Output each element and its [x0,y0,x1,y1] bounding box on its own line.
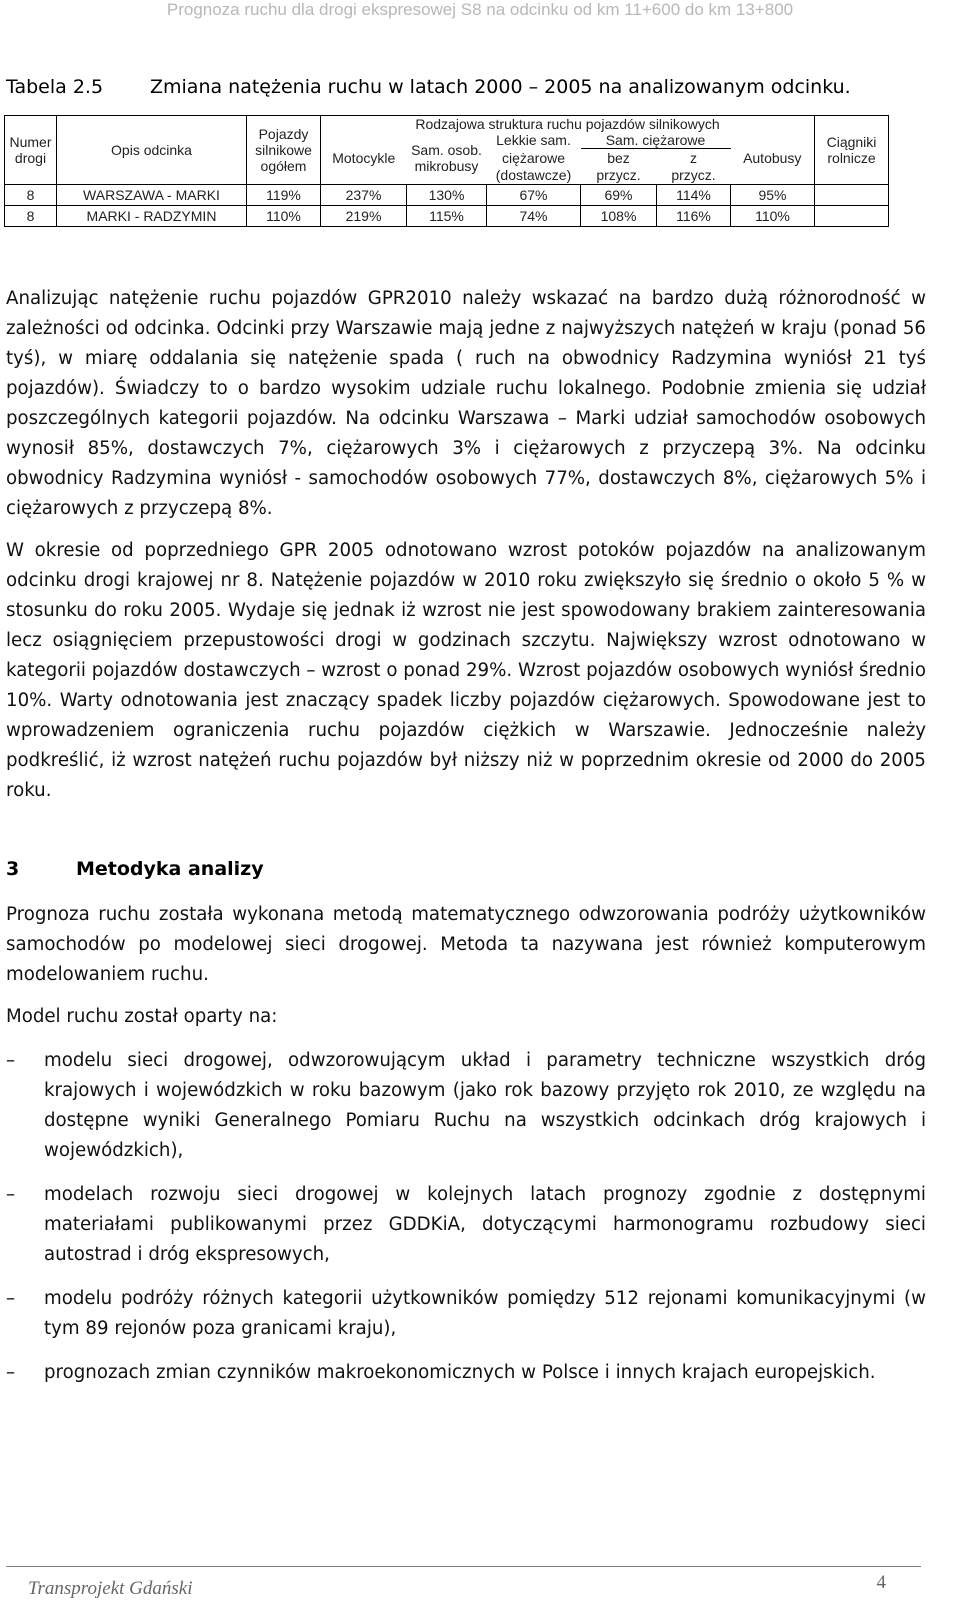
section-intro [6,900,926,990]
cell-ciagniki [815,185,889,206]
header-motocykle: Motocykle [321,132,407,185]
cell-z-przycz: 114% [657,185,731,206]
cell-bez-przycz: 69% [581,185,657,206]
list-item-text: modelach rozwoju sieci drogowej w kolejnych latach prognozy zgodnie z dostępnymi materiałami publikowanymi przez GDDKiA, dotyczącymi harmonogramu rozbudowy sieci autostrad i dróg ekspresowych, [44,1184,926,1265]
page-number: 4 [876,1572,886,1593]
table-title: Zmiana natężenia ruchu w latach 2000 – 2005 na analizowanym odcinku. [150,76,851,98]
paragraph: W okresie od poprzedniego GPR 2005 odnotowano wzrost potoków pojazdów na analizowanym odcinku drogi krajowej nr 8. Natężenie pojazdów w 2010 roku zwiększyło się średnio o około 5 % w stosunku do roku 2005. Wydaje się jednak iż wzrost nie jest spowodowany brakiem zainteresowania lecz osiągnięciem przepustowości drogi w godzinach szczytu. Największy wzrost odnotowano w kategorii pojazdów dostawczych – wzrost o ponad 29%. Wzrost pojazdów osobowych wyniósł średnio 10%. Warty odnotowania jest znaczący spadek liczby pojazdów ciężarowych. Spowodowane jest to wprowadzeniem ograniczenia ruchu pojazdów ciężkich w Warszawie. Jednocześnie należy podkreślić, iż wzrost natężeń ruchu pojazdów był niższy niż w poprzednim okresie od 2000 do 2005 roku. [6,540,926,801]
cell-bez-przycz: 108% [581,206,657,227]
model-list [6,1046,926,1388]
footer-divider [6,1566,921,1567]
paragraph-wzrost [6,536,926,806]
header-z: z [690,149,697,166]
header-sam-ciezarowe: Sam. ciężarowe [581,132,731,149]
paragraph: Prognoza ruchu została wykonana metodą matematycznego odwzorowania podróży użytkowników samochodów po modelowej sieci drogowej. Metoda ta nazywana jest również komputerowym modelowaniem ruchu. [6,904,926,985]
list-item [6,1284,926,1344]
traffic-change-table [4,115,889,227]
cell-osobowe: 115% [407,206,487,227]
paragraph: Model ruchu został oparty na: [6,1006,278,1027]
list-item [6,1180,926,1270]
list-item-text: modelu podróży różnych kategorii użytkowników pomiędzy 512 rejonami komunikacyjnymi (w tym 89 rejonów poza granicami kraju), [44,1288,926,1339]
header-bez: bez [607,149,630,166]
header-autobusy: Autobusy [731,132,815,185]
cell-motocykle: 219% [321,206,407,227]
cell-opis: WARSZAWA - MARKI [57,185,247,206]
running-header: Prognoza ruchu dla drogi ekspresowej S8 na odcinku od km 11+600 do km 13+800 [166,0,794,19]
section-title: Metodyka analizy [76,858,264,880]
cell-numer: 8 [5,206,57,227]
paragraph: Analizując natężenie ruchu pojazdów GPR2010 należy wskazać na bardzo dużą różnorodność w zależności od odcinka. Odcinki przy Warszawie mają jedne z najwyższych natężeń w kraju (ponad 56 tyś), w miarę oddalania się natężenie spada ( ruch na obwodnicy Radzymina wyniósł 21 tyś pojazdów). Świadczy to o bardzo wysokim udziale ruchu lokalnego. Podobnie zmienia się udział poszczególnych kategorii pojazdów. Na odcinku Warszawa – Marki udział samochodów osobowych wynosił 85%, dostawczych 7%, ciężarowych 3% i ciężarowych z przyczepą 3%. Na odcinku obwodnicy Radzymina wyniósł - samochodów osobowych 77%, dostawczych 8%, ciężarowych 5% i ciężarowych z przyczepą 8%. [6,288,926,519]
cell-dostawcze: 67% [487,185,581,206]
list-item-text: prognozach zmian czynników makroekonomicznych w Polsce i innych krajach europejskich. [44,1362,876,1383]
header-bez-przycz: przycz. [581,167,657,185]
cell-motocykle: 237% [321,185,407,206]
cell-numer: 8 [5,185,57,206]
cell-autobusy: 95% [731,185,815,206]
header-lekkie-line2: ciężarowe [501,149,566,166]
dash-bullet: – [6,1050,16,1071]
cell-osobowe: 130% [407,185,487,206]
section-number: 3 [6,858,20,880]
model-list-container [6,1046,926,1402]
cell-ogolem: 119% [247,185,321,206]
cell-opis: MARKI - RADZYMIN [57,206,247,227]
table-number: Tabela 2.5 [6,76,104,98]
list-item [6,1358,926,1388]
header-pojazdy-ogolem: Pojazdy silnikowe ogółem [247,116,321,185]
table-caption [6,76,851,98]
header-z-przycz: przycz. [657,167,731,185]
cell-z-przycz: 116% [657,206,731,227]
list-item-text: modelu sieci drogowej, odwzorowującym układ i parametry techniczne wszystkich dróg krajowych i wojewódzkich w roku bazowym (jako rok bazowy przyjęto rok 2010, ze względu na dostępne wyniki Generalnego Pomiaru Ruchu na wszystkich odcinkach dróg krajowych i wojewódzkich), [44,1050,926,1161]
header-lekkie-line3: (dostawcze) [487,167,581,185]
header-sam-osob: Sam. osob. mikrobusy [407,132,487,185]
cell-autobusy: 110% [731,206,815,227]
dash-bullet: – [6,1184,16,1205]
header-numer-drogi: Numer drogi [5,116,57,185]
section-heading [6,858,264,880]
list-item [6,1046,926,1166]
header-opis-odcinka: Opis odcinka [57,116,247,185]
table-row [5,185,889,206]
cell-dostawcze: 74% [487,206,581,227]
header-lekkie-line1: Lekkie sam. [496,132,571,149]
dash-bullet: – [6,1362,16,1383]
table-row [5,206,889,227]
paragraph-analiza [6,284,926,524]
header-ciagniki: Ciągniki rolnicze [815,116,889,185]
cell-ogolem: 110% [247,206,321,227]
footer-company: Transprojekt Gdański [28,1578,193,1599]
dash-bullet: – [6,1288,16,1309]
list-lead [6,1002,926,1032]
cell-ciagniki [815,206,889,227]
header-struktura: Rodzajowa struktura ruchu pojazdów silnikowych [321,116,815,133]
